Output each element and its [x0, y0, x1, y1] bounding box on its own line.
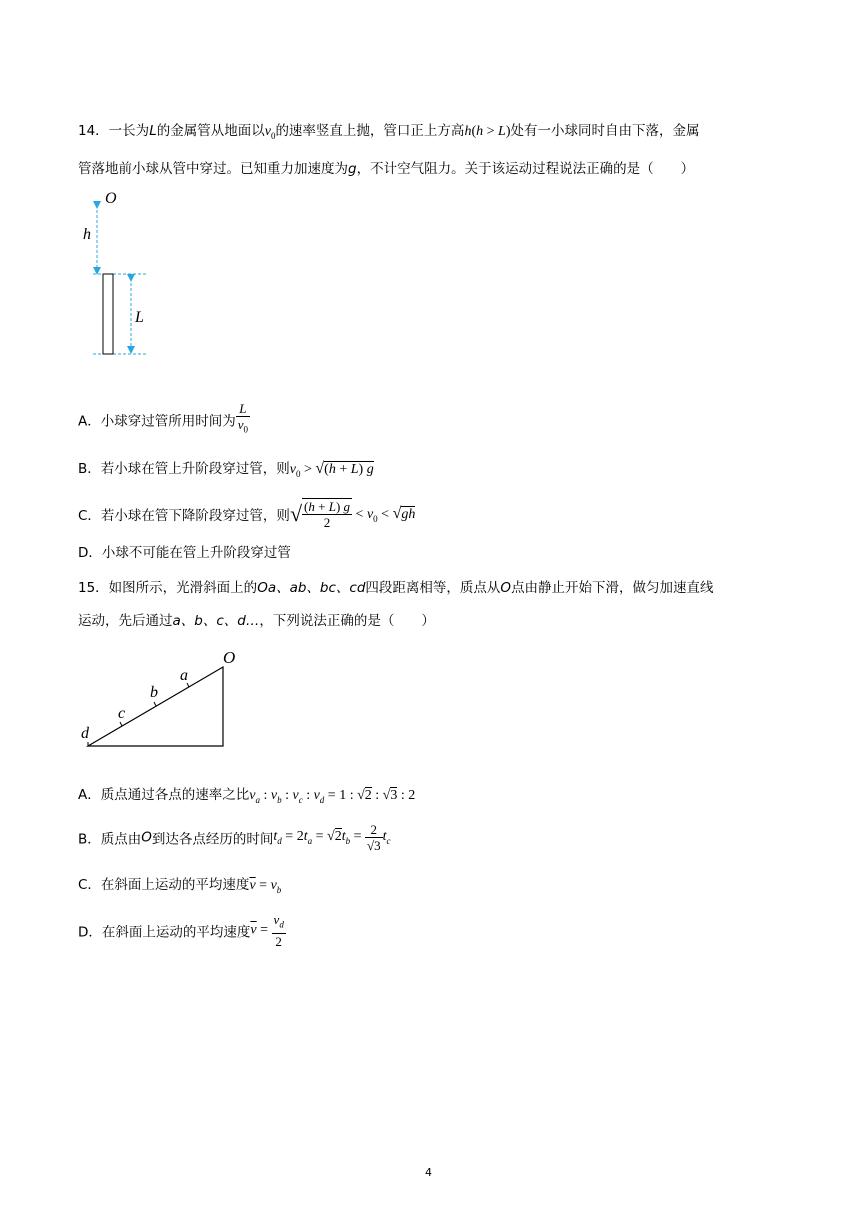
label-c: c	[118, 705, 126, 722]
label-a: a	[180, 667, 188, 684]
q14-option-b: B．若小球在管上升阶段穿过管，则$v_0 > √(h + L)$ g	[78, 460, 374, 479]
option-c-fraction: $\frac{(h + L) g}{2}$	[304, 499, 351, 530]
incline-triangle	[88, 667, 223, 746]
h-condition: h(h > L)	[464, 124, 511, 139]
q15-incline-figure	[78, 645, 248, 755]
q15-option-c: C．在斜面上运动的平均速度$\overline{v} = v_b$	[78, 877, 282, 895]
avg-velocity-c-formula: $\overline{v} = v_b$	[249, 878, 282, 895]
tick-b	[154, 702, 156, 706]
label-O: O	[223, 648, 236, 667]
v0-symbol: $v_0$	[264, 124, 276, 141]
speed-ratio-formula: $v_a$ : $v_b$ : $v_c$ : $v_d = 1$ : √2 : √3 : 2	[249, 788, 416, 805]
time-relation-formula: $t_d = 2t_a = √2t_b$ =	[273, 829, 362, 846]
q15-option-a: A．质点通过各点的速率之比$v_a$ : $v_b$ : $v_c$ : $v_d = 1$ : √2 : √3 : 2	[78, 787, 416, 805]
option-c-inequality: < $v_0 < √gh$	[355, 504, 416, 524]
q14-stem-line1: 14．一长为L的金属管从地面以$v_0$的速率竖直上抛，管口正上方高h(h > L)处有一小球同时自由下落，金属	[78, 123, 700, 141]
option-b-formula: $v_0 > √(h + L)$ g	[289, 460, 374, 479]
label-O: O	[105, 190, 117, 207]
tick-c	[120, 722, 122, 726]
label-h: h	[83, 226, 91, 243]
metal-tube	[103, 274, 113, 354]
q14-option-c: C．若小球在管下降阶段穿过管，则√ $\frac{(h + L) g}{2}$ < $v_0 < √gh$	[78, 499, 416, 530]
avg-velocity-d-formula: $\overline{v}$ =	[250, 922, 269, 938]
q15-stem-line1: 15．如图所示，光滑斜面上的Oa、ab、bc、cd四段距离相等，质点从O点由静止开始下滑，做匀加速直线	[78, 580, 714, 596]
label-L: L	[135, 309, 144, 326]
q15-stem-line2: 运动，先后通过a、b、c、d…，下列说法正确的是（ ）	[78, 613, 435, 629]
page-number: 4	[425, 1166, 432, 1179]
q14-figure	[75, 185, 175, 365]
q15-option-d: D．在斜面上运动的平均速度$\overline{v}$ = $\frac{v_d}{2}$	[78, 912, 284, 949]
frac-L-over-v0: $\frac{L}{v_0}$	[237, 401, 249, 435]
label-d: d	[81, 725, 89, 742]
q14-option-a: A．小球穿过管所用时间为 $\frac{L}{v_0}$	[78, 401, 250, 438]
q14-stem-line2: 管落地前小球从管中穿过。已知重力加速度为g，不计空气阻力。关于该运动过程说法正确的是（ ）	[78, 161, 695, 177]
label-b: b	[150, 684, 158, 701]
q15-option-b: B．质点由O到达各点经历的时间$t_d = 2t_a = √2t_b$ = $\frac{2}{√3}$ $t_c$	[78, 822, 391, 853]
q14-option-d: D．小球不可能在管上升阶段穿过管	[78, 545, 291, 561]
